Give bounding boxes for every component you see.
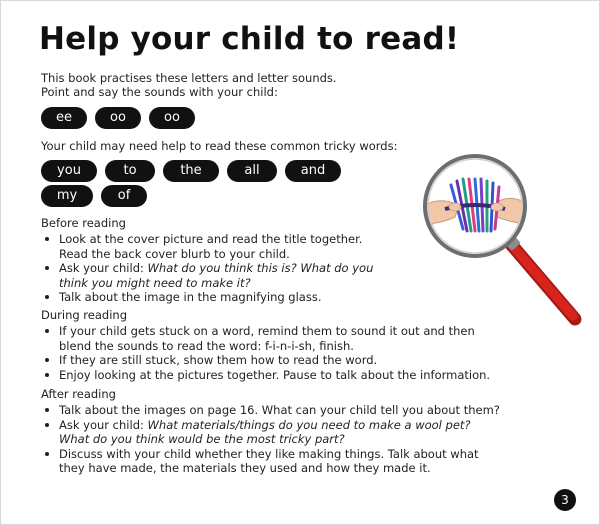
- section-heading: After reading: [41, 387, 116, 401]
- sounds-row: [41, 107, 195, 129]
- list-item: [59, 290, 421, 305]
- tricky-words-intro: Your child may need help to read these common tricky words:: [41, 139, 398, 153]
- sound-pill: oo: [149, 107, 195, 129]
- list-item: [59, 403, 561, 418]
- list-item-text: Read the back cover blurb to your child.: [59, 246, 290, 261]
- intro-line-2: Point and say the sounds with your child:: [41, 85, 278, 99]
- sound-pill: ee: [41, 107, 87, 129]
- list-item-prefix: Ask your child:: [59, 417, 148, 432]
- list-item: [59, 368, 561, 383]
- section-heading: Before reading: [41, 216, 126, 230]
- tricky-word-pill: you: [41, 160, 97, 182]
- list-item-text: Talk about the images on page 16. What can your child tell you about them?: [59, 403, 500, 417]
- list-item-prefix: Ask your child:: [59, 261, 148, 275]
- tricky-word-pill: all: [227, 160, 277, 182]
- magnifying-glass-wool-image: [415, 151, 585, 326]
- list-item: [59, 232, 421, 261]
- after-reading-section: [41, 387, 561, 476]
- list-item-text: Discuss with your child whether they like making things. Talk about what: [59, 446, 479, 461]
- list-item-text: Talk about the image in the magnifying glass.: [59, 290, 322, 304]
- list-item: [59, 261, 421, 290]
- tricky-word-pill: and: [285, 160, 341, 182]
- sound-pill: oo: [95, 107, 141, 129]
- list-item-text: If your child gets stuck on a word, remind them to sound it out and then: [59, 324, 475, 338]
- tricky-word-pill: of: [101, 185, 147, 207]
- tricky-word-pill: my: [41, 185, 93, 207]
- list-item: [59, 418, 561, 447]
- section-heading: During reading: [41, 308, 127, 322]
- before-reading-section: [41, 216, 421, 305]
- list-item-question: What do you think would be the most tricky part?: [59, 432, 345, 446]
- page-number: 3: [554, 489, 576, 511]
- tricky-words-row-2: [41, 185, 147, 207]
- list-item-text: Look at the cover picture and read the title together.: [59, 232, 363, 246]
- tricky-words-row-1: [41, 160, 341, 182]
- list-item-text: blend the sounds to read the word: f-i-n-i-sh, finish.: [59, 338, 354, 353]
- list-item-text: they have made, the materials they used and how they made it.: [59, 461, 431, 475]
- list-item-question: What materials/things do you need to make a wool pet?: [147, 417, 471, 432]
- list-item-question: What do you think this is? What do you: [147, 261, 374, 275]
- list-item: [59, 324, 561, 353]
- intro-line-1: This book practises these letters and letter sounds.: [41, 71, 337, 85]
- list-item-question: think you might need to make it?: [59, 275, 251, 290]
- tricky-word-pill: the: [163, 160, 219, 182]
- tricky-word-pill: to: [105, 160, 155, 182]
- magnifier-handle: [501, 231, 575, 319]
- list-item: [59, 447, 561, 476]
- list-item-text: If they are still stuck, show them how to read the word.: [59, 353, 378, 367]
- page-title: Help your child to read!: [39, 21, 460, 57]
- list-item: [59, 353, 561, 368]
- list-item-text: Enjoy looking at the pictures together. Pause to talk about the information.: [59, 367, 491, 382]
